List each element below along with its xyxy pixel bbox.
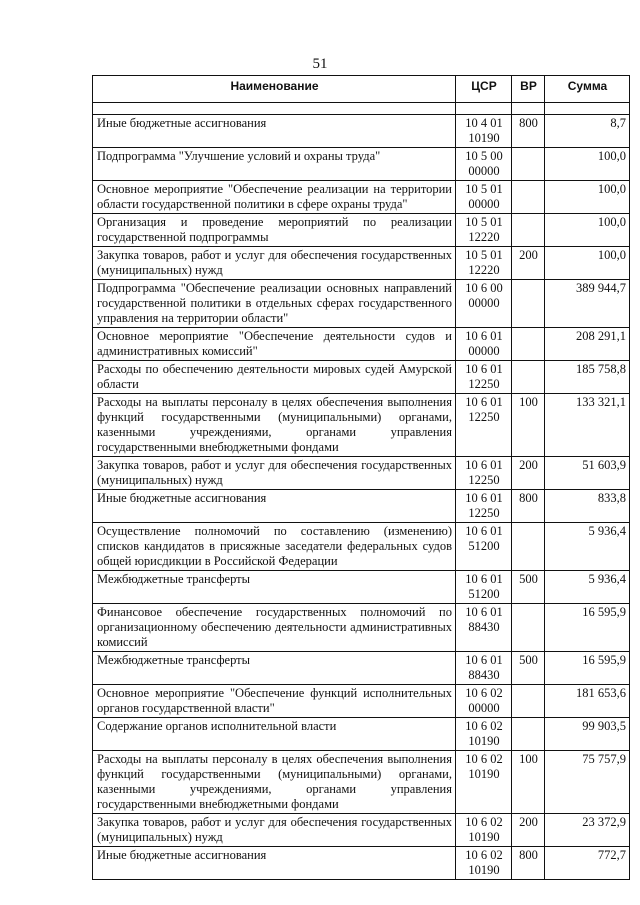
row-sum: 100,0	[545, 247, 630, 280]
row-name: Расходы по обеспечению деятельности мировых судей Амурской области	[93, 361, 456, 394]
row-name: Расходы на выплаты персоналу в целях обеспечения выполнения функций государственными (муниципальными) органами, казенными учреждениями, органами управления государственными внебюджетными фондами	[93, 394, 456, 457]
row-name: Иные бюджетные ассигнования	[93, 115, 456, 148]
row-csr: 10 6 02 10190	[456, 814, 512, 847]
row-sum: 8,7	[545, 115, 630, 148]
table-row	[93, 571, 630, 604]
row-name: Межбюджетные трансферты	[93, 571, 456, 604]
row-name: Осуществление полномочий по составлению (изменению) списков кандидатов в присяжные заседатели федеральных судов общей юрисдикции в Российской Федерации	[93, 523, 456, 571]
row-sum: 51 603,9	[545, 457, 630, 490]
row-vr: 100	[512, 751, 545, 814]
row-sum: 5 936,4	[545, 571, 630, 604]
table-row	[93, 361, 630, 394]
row-vr: 200	[512, 247, 545, 280]
row-name: Подпрограмма "Обеспечение реализации основных направлений государственной политики в отдельных сферах государственного управления на территории области"	[93, 280, 456, 328]
row-sum: 100,0	[545, 181, 630, 214]
row-vr: 800	[512, 847, 545, 880]
row-sum: 208 291,1	[545, 328, 630, 361]
row-csr: 10 6 01 12250	[456, 394, 512, 457]
budget-table	[92, 75, 630, 880]
table-row	[93, 115, 630, 148]
row-csr: 10 6 01 12250	[456, 457, 512, 490]
row-name: Организация и проведение мероприятий по реализации государственной подпрограммы	[93, 214, 456, 247]
spacer-row	[93, 103, 630, 115]
row-vr: 800	[512, 115, 545, 148]
table-row	[93, 685, 630, 718]
row-csr: 10 6 01 12250	[456, 361, 512, 394]
row-sum: 23 372,9	[545, 814, 630, 847]
row-csr: 10 4 01 10190	[456, 115, 512, 148]
row-sum: 100,0	[545, 214, 630, 247]
row-name: Иные бюджетные ассигнования	[93, 847, 456, 880]
row-name: Основное мероприятие "Обеспечение реализации на территории области государственной политики в сфере охраны труда"	[93, 181, 456, 214]
row-vr	[512, 604, 545, 652]
table-row	[93, 394, 630, 457]
row-vr	[512, 685, 545, 718]
row-name: Подпрограмма "Улучшение условий и охраны труда"	[93, 148, 456, 181]
table-row	[93, 280, 630, 328]
row-sum: 133 321,1	[545, 394, 630, 457]
row-sum: 100,0	[545, 148, 630, 181]
row-vr	[512, 181, 545, 214]
row-csr: 10 6 00 00000	[456, 280, 512, 328]
table-row	[93, 490, 630, 523]
row-csr: 10 6 01 88430	[456, 604, 512, 652]
row-name: Финансовое обеспечение государственных полномочий по организационному обеспечению деятельности административных комиссий	[93, 604, 456, 652]
row-name: Закупка товаров, работ и услуг для обеспечения государственных (муниципальных) нужд	[93, 814, 456, 847]
row-sum: 16 595,9	[545, 604, 630, 652]
row-name: Основное мероприятие "Обеспечение функций исполнительных органов государственной власти"	[93, 685, 456, 718]
row-name: Иные бюджетные ассигнования	[93, 490, 456, 523]
page-number: 51	[312, 56, 328, 72]
row-vr	[512, 148, 545, 181]
row-vr	[512, 280, 545, 328]
row-vr	[512, 328, 545, 361]
row-vr: 100	[512, 394, 545, 457]
row-name: Закупка товаров, работ и услуг для обеспечения государственных (муниципальных) нужд	[93, 247, 456, 280]
row-csr: 10 5 00 00000	[456, 148, 512, 181]
row-csr: 10 6 02 00000	[456, 685, 512, 718]
row-csr: 10 6 02 10190	[456, 751, 512, 814]
row-csr: 10 5 01 12220	[456, 214, 512, 247]
table-row	[93, 751, 630, 814]
table-row	[93, 814, 630, 847]
table-row	[93, 247, 630, 280]
row-csr: 10 5 01 12220	[456, 247, 512, 280]
row-csr: 10 6 02 10190	[456, 718, 512, 751]
table-row	[93, 652, 630, 685]
row-sum: 181 653,6	[545, 685, 630, 718]
row-csr: 10 6 02 10190	[456, 847, 512, 880]
table-row	[93, 718, 630, 751]
table-row	[93, 604, 630, 652]
row-csr: 10 6 01 51200	[456, 523, 512, 571]
row-csr: 10 5 01 00000	[456, 181, 512, 214]
header-sum: Сумма	[545, 76, 630, 103]
row-csr: 10 6 01 51200	[456, 571, 512, 604]
row-csr: 10 6 01 12250	[456, 490, 512, 523]
row-csr: 10 6 01 00000	[456, 328, 512, 361]
table-row	[93, 181, 630, 214]
row-sum: 5 936,4	[545, 523, 630, 571]
row-name: Закупка товаров, работ и услуг для обеспечения государственных (муниципальных) нужд	[93, 457, 456, 490]
row-vr: 200	[512, 814, 545, 847]
table-row	[93, 457, 630, 490]
table-body	[93, 115, 630, 880]
row-sum: 185 758,8	[545, 361, 630, 394]
row-vr	[512, 523, 545, 571]
header-vr: ВР	[512, 76, 545, 103]
row-name: Основное мероприятие "Обеспечение деятельности судов и административных комиссий"	[93, 328, 456, 361]
row-name: Межбюджетные трансферты	[93, 652, 456, 685]
row-vr	[512, 718, 545, 751]
row-vr: 500	[512, 652, 545, 685]
row-vr: 500	[512, 571, 545, 604]
row-vr	[512, 361, 545, 394]
table-row	[93, 847, 630, 880]
table-row	[93, 523, 630, 571]
table-row	[93, 148, 630, 181]
row-sum: 16 595,9	[545, 652, 630, 685]
table-row	[93, 328, 630, 361]
row-sum: 772,7	[545, 847, 630, 880]
row-sum: 389 944,7	[545, 280, 630, 328]
row-vr	[512, 214, 545, 247]
header-row	[93, 76, 630, 103]
header-name: Наименование	[93, 76, 456, 103]
row-sum: 833,8	[545, 490, 630, 523]
row-name: Содержание органов исполнительной власти	[93, 718, 456, 751]
table-row	[93, 214, 630, 247]
row-csr: 10 6 01 88430	[456, 652, 512, 685]
row-vr: 800	[512, 490, 545, 523]
row-sum: 99 903,5	[545, 718, 630, 751]
row-vr: 200	[512, 457, 545, 490]
header-csr: ЦСР	[456, 76, 512, 103]
row-sum: 75 757,9	[545, 751, 630, 814]
row-name: Расходы на выплаты персоналу в целях обеспечения выполнения функций государственными (муниципальными) органами, казенными учреждениями, органами управления государственными внебюджетными фондами	[93, 751, 456, 814]
